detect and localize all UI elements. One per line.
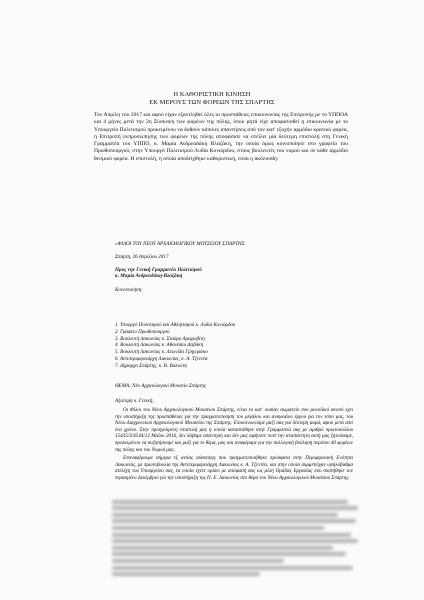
letter-header — [115, 241, 353, 294]
document-title-line2: ΕΚ ΜΕΡΟΥΣ ΤΩΝ ΦΟΡΕΩΝ ΤΗΣ ΣΠΑΡΤΗΣ — [149, 99, 275, 106]
letter-recipient-line1: Προς την Γενική Γραμματέα Πολιτισμού — [115, 266, 202, 273]
document-title-line1: Η ΚΑΘΟΡΙΣΤΙΚΗ ΚΙΝΗΣΗ — [173, 91, 251, 98]
letter-paragraph-2: Επαναφέρουμε σήμερα εξ αιτίας σύσκεψης που πραγματοποιήθηκε πρόσφατα στην Περιφερειακή Ενότητα Λακωνίας, με πρωτοβουλία της Αντιπεριφερειάρχη Λακωνίας κ. Α. Τζεντέα, και στην οποία συμμετείχαν υψηλόβαθμα στελέχη του Υπουργείου σας, τα οποία έχετε ορίσει με απόφασή σας ως μέλη Ομάδας Εργασίας που συστήθηκε τον περασμένο Δεκέμβριο για την υποστήριξη της Π. Ε. Λακωνίας στο θέμα του Νέου Αρχαιολογικού Μουσείου Σπάρτης. — [115, 455, 353, 481]
cc-item: 4. Βουλευτή Λακωνίας κ. Αθανάσιο Δαβάκη — [115, 342, 204, 349]
letter-date: Σπάρτη, 26 Απριλίου 2017 — [115, 253, 169, 260]
intro-paragraph — [94, 112, 348, 163]
letter-body — [115, 407, 353, 484]
letter-salutation: Αξιότιμη κ. Γενική, — [115, 398, 154, 404]
cc-list — [115, 322, 353, 370]
cc-item: 5. Βουλευτή Λακωνίας κ. Λεωνίδα Γρηγοράκο — [115, 349, 208, 356]
cc-item: 6. Αντιπεριφερειάρχη Λακωνίας, κ. Α. Τζεντέα — [115, 355, 208, 362]
cc-item: 7. Δήμαρχο Σπάρτης, κ. Β. Βαλιώτη — [115, 362, 187, 369]
letter-subject: ΘΕΜΑ: Νέο Αρχαιολογικό Μουσείο Σπάρτης — [115, 383, 207, 389]
cc-heading: Κοινοποίηση: — [115, 287, 143, 294]
cc-item: 3. Βουλευτή Λακωνίας κ. Σταύρο Αραχωβίτη — [115, 335, 205, 342]
blurred-text-region — [112, 497, 358, 590]
cc-item: 2. Γραφείο Πρωθυπουργού — [115, 328, 170, 335]
letter-recipient-line2: κ. Μαρία Ανδρεαδάκη-Βλαζάκη — [115, 273, 183, 280]
intro-text: Τον Απρίλη του 2017 και αφού είχαν εξαντληθεί όλες οι προσπάθειες επικοινωνίας της Επιτροπής με το ΥΠΠΟΑ και 4 μήνες μετά την 2η Σύσκεψη των φορέων της πόλης, όπου ρητά είχε αποφασισθεί η επικοινωνία με το Υπουργείο Πολιτισμού προκειμένου να δοθούν κάποιες απαντήσεις από τον κατ' εξοχήν αρμόδιο κρατικό φορέα, η Επιτροπή εκπροσώπησης των φορέων της πόλης αποφάσισε να στείλει μία δεύτερη επιστολή στη Γενική Γραμματέα του ΥΠΠΟ, κ. Μαρία Ανδρεαδάκη Βλαζάκη, την οποία όμως κοινοποίησε στο γραφείο του Πρωθυπουργού, στην Υπουργό Πολιτισμού Λυδία Κονιόρδου, στους βουλευτές του νομού και σε κάθε αρμόδιο θεσμικό φορέα. Η επιστολή, η οποία αποδείχθηκε καθοριστική, είναι η ακόλουθη: — [94, 112, 349, 162]
letter-paragraph-1: Οι Φίλοι του Νέου Αρχαιολογικού Μουσείου Σπάρτης, είναι το κατ' ουσίαν σωματείο που μονοδικό σκοπό έχει την υποστήριξη της προσπάθειας για την πραγματοποίηση του μεγάλου και αναγκαίου έργου για τον τόπο μας, του Νέου Διαχρονικού Αρχαιολογικού Μουσείου της Σπάρτης. Επικοινωνούμε μαζί σας για δεύτερη φορά, αφού μετά από ένα χρόνο. Στην προηγούμενη επιστολή μας η οποία καταστάθηκε στην Γραμματεία σας με αριθμό πρωτοκόλλου 15435/3/4544/12 Μαΐου 2016, δεν λάβαμε απάντηση και δεν μας αφήνατε ποτέ την αναπάντητη αυτή μας ζητούσαμε, προκειμένου να συζητήσουμε και μαζί για το θέμα, μας και αναφέραμε για την συλλογική βούληση περίπου 40 φορέων της πόλης και του Νομού μας. — [115, 407, 353, 453]
cc-item: 1. Υπουργό Πολιτισμού και Αθλητισμού κ. Λυδία Κονιόρδου — [115, 322, 236, 328]
letter-sender: «ΦΙΛΟΙ ΤΟΥ ΝΕΟΥ ΑΡΧΑΙΟΛΟΓΙΚΟΥ ΜΟΥΣΕΙΟΥ ΣΠΑΡΤΗΣ — [115, 241, 245, 247]
